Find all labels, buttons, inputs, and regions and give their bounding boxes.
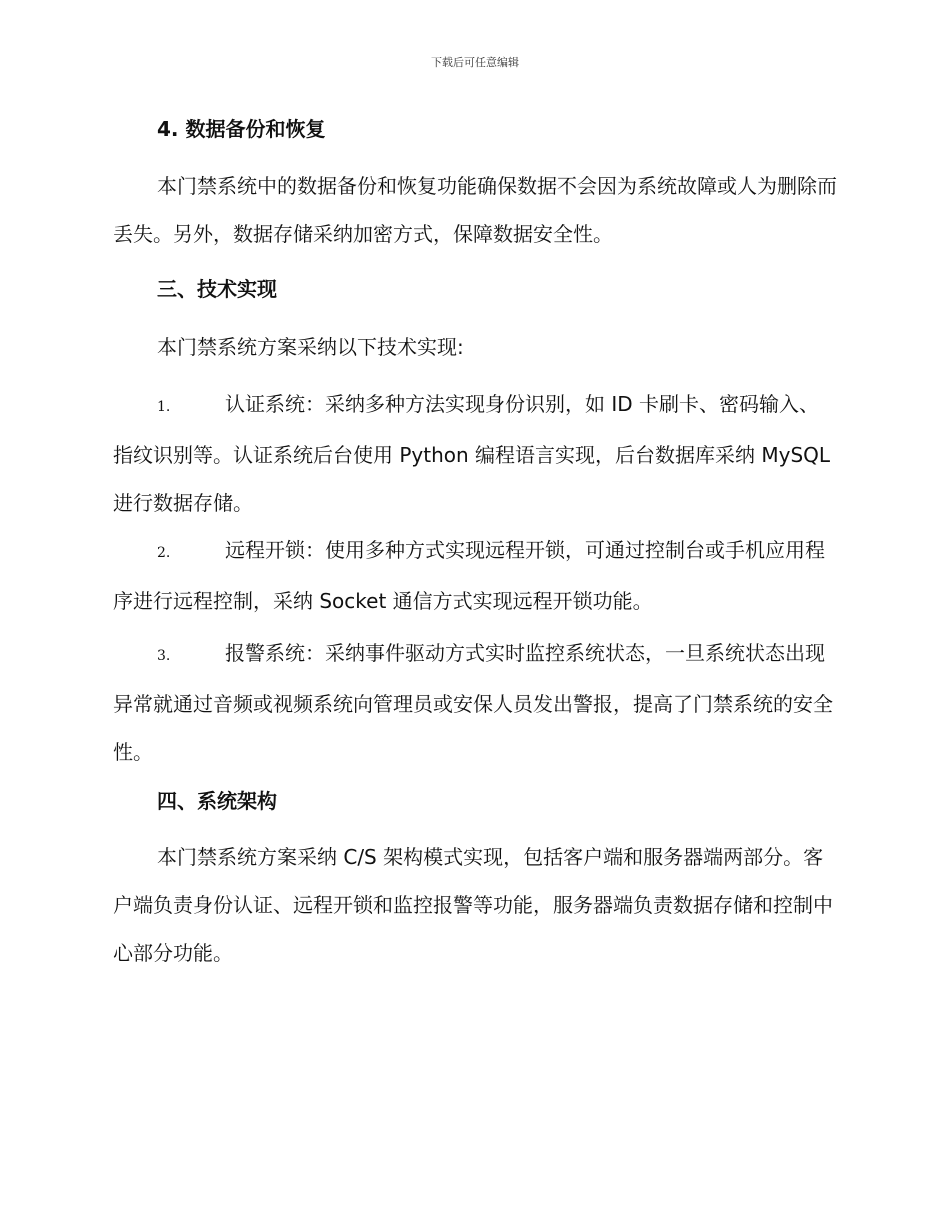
architecture-paragraph: 本门禁系统方案采纳 C/S 架构模式实现，包括客户端和服务器端两部分。客户端负责身份认证、远程开锁和监控报警等功能，服务器端负责数据存储和控制中心部分功能。 — [113, 845, 833, 965]
page-header: 下载后可任意编辑 — [431, 56, 519, 69]
list-number: 3. — [157, 648, 171, 664]
list-item-text: 远程开锁：使用多种方式实现远程开锁，可通过控制台或手机应用程序进行远程控制，采纳 Socket 通信方式实现远程开锁功能。 — [113, 538, 825, 613]
tech-list-item-1 — [113, 380, 837, 527]
tech-list-item-2 — [113, 526, 837, 625]
backup-paragraph: 本门禁系统中的数据备份和恢复功能确保数据不会因为系统故障或人为删除而丢失。另外，数据存储采纳加密方式，保障数据安全性。 — [113, 174, 837, 246]
section-heading-tech: 三、技术实现 — [157, 277, 277, 301]
tech-intro: 本门禁系统方案采纳以下技术实现: — [157, 335, 464, 359]
tech-list-item-3 — [113, 629, 837, 776]
list-number: 2. — [157, 545, 171, 561]
list-number: 1. — [157, 399, 171, 415]
list-item-text: 认证系统：采纳多种方法实现身份识别，如 ID 卡刷卡、密码输入、指纹识别等。认证系统后台使用 Python 编程语言实现，后台数据库采纳 MySQL 进行数据存储。 — [113, 392, 831, 515]
list-item-text: 报警系统：采纳事件驱动方式实时监控系统状态，一旦系统状态出现异常就通过音频或视频系统向管理员或安保人员发出警报，提高了门禁系统的安全性。 — [113, 641, 833, 764]
section-heading-architecture: 四、系统架构 — [157, 789, 277, 813]
section-heading-backup: 4. 数据备份和恢复 — [157, 117, 326, 141]
